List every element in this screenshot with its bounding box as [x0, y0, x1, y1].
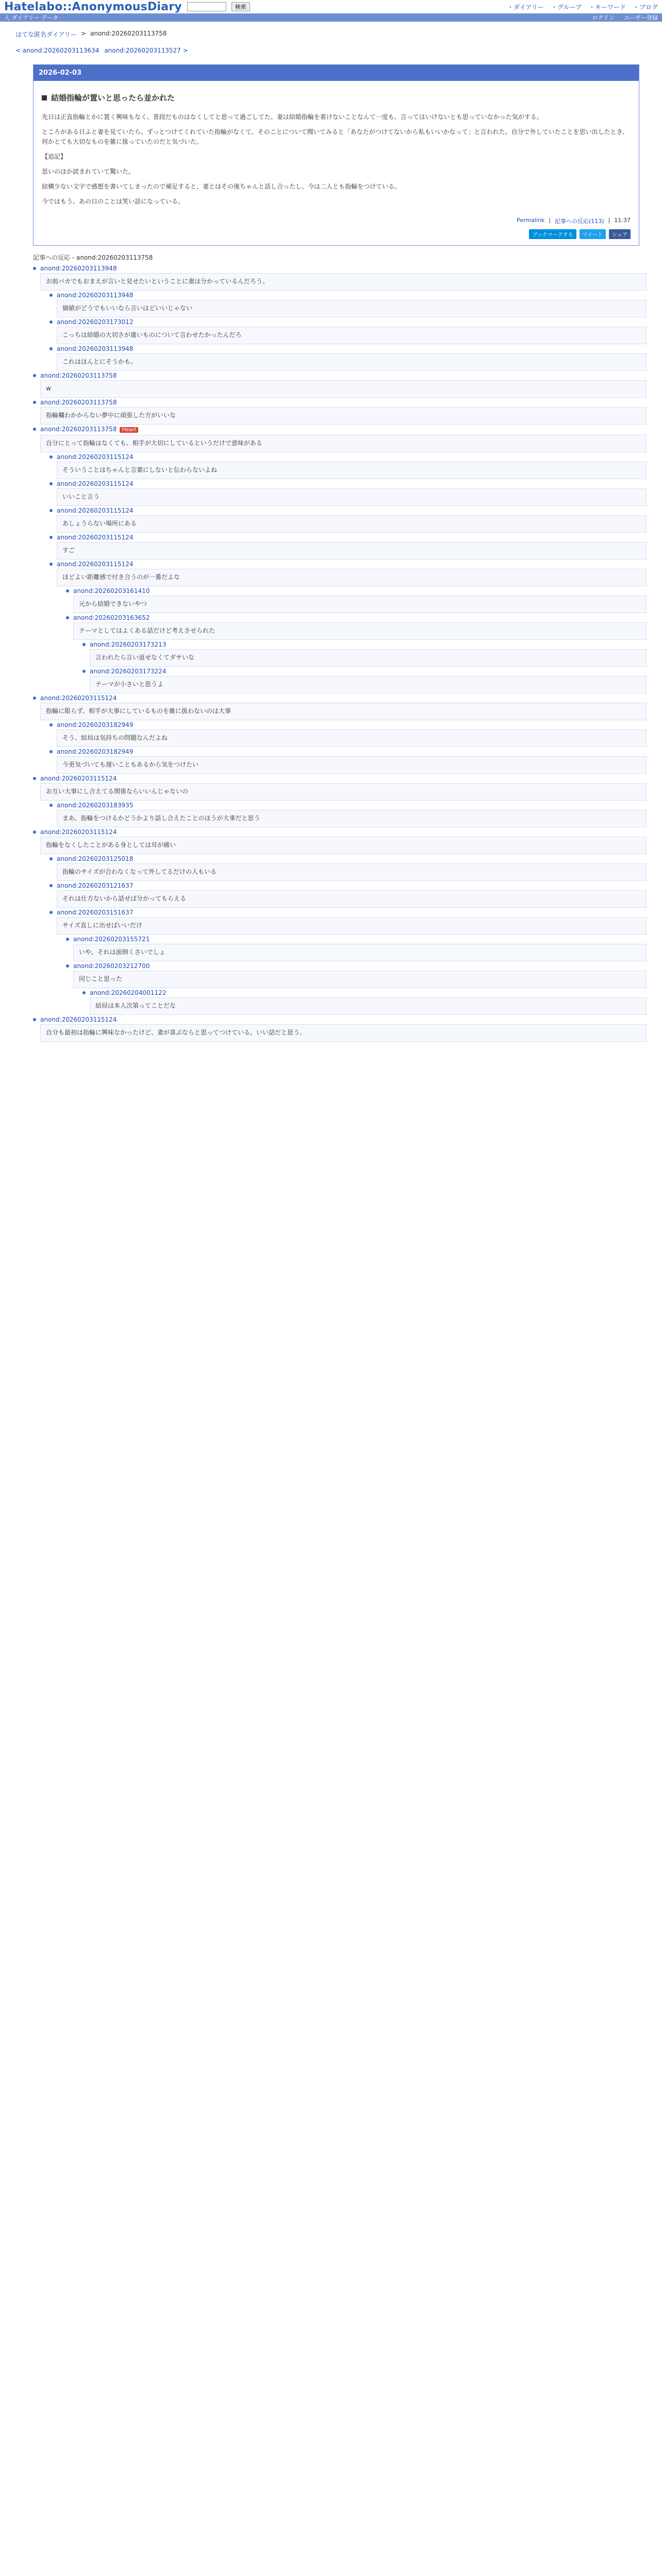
comment-body: それは仕方ないから話せば分かってもらえる: [57, 890, 647, 908]
comment-children: [49, 854, 647, 1015]
comment-id-link[interactable]: anond:20260203115124: [40, 828, 117, 836]
entry-paragraph: 【追記】: [42, 153, 67, 160]
comment-header: [33, 371, 647, 380]
comment-header: [33, 693, 647, 703]
responses-list: [33, 264, 647, 1042]
comment-id-link[interactable]: anond:20260203183935: [57, 802, 134, 809]
comment-header: [33, 774, 647, 783]
comment-id-link[interactable]: anond:20260203115124: [57, 507, 134, 514]
comment-body: テーマが小さいと思うよ: [90, 676, 647, 693]
link-blog[interactable]: ・ブログ: [633, 3, 658, 11]
comment-header: [49, 344, 647, 353]
title-square-icon: [42, 95, 47, 100]
comment-id-link[interactable]: anond:20260203115124: [40, 775, 117, 782]
entry-title-text[interactable]: 結婚指輪が置いと思ったら並かれた: [51, 93, 175, 103]
comment-body: テーマとしてはよくある話だけど考えさせられた: [73, 622, 647, 640]
entry-paragraph: 先日は正直指輪とかに置く興味もなく、普段だものはなくしてと思って過ごしてた。妻は結婚指輪を着けないことなんて一度も、言ってはいけないとも思っていなかった気がする。: [42, 113, 543, 121]
comment-header: [66, 613, 647, 622]
search-input[interactable]: [187, 2, 226, 11]
register-link[interactable]: ユーザー登録: [624, 14, 658, 21]
comment: [33, 774, 647, 827]
responses-header: 記事への反応 - anond:20260203113758: [33, 254, 153, 261]
comment-body: 言われたら言い返せなくてダサいな: [90, 649, 647, 667]
link-diary[interactable]: ・ダイアリー: [507, 3, 544, 11]
comment-header: [66, 935, 647, 944]
comment-id-link[interactable]: anond:20260203173224: [90, 668, 167, 675]
comment-id-link[interactable]: anond:20260203212700: [73, 962, 150, 970]
comment-header: [49, 533, 647, 542]
link-keyword[interactable]: ・キーワード: [588, 3, 626, 11]
comment-id-link[interactable]: anond:20260203182949: [57, 748, 134, 755]
comment-body: いいこと言う: [57, 488, 647, 506]
comment-children: [49, 291, 647, 371]
comment-body: 自分も最初は指輪に興味なかったけど、妻が喜ぶならと思ってつけている。いい話だと思う。: [40, 1024, 647, 1042]
comment-header: [66, 586, 647, 596]
comment-id-link[interactable]: anond:20260203115124: [57, 561, 134, 568]
comment: [66, 961, 647, 1015]
comment-id-link[interactable]: anond:20260203113758: [40, 426, 117, 433]
comment: [49, 881, 647, 908]
comment-id-link[interactable]: anond:20260203151637: [57, 909, 134, 916]
comment: [33, 1015, 647, 1042]
comment: [49, 452, 647, 479]
comment-body: w: [40, 380, 647, 398]
comment-header: [49, 479, 647, 488]
entry-date: 2026-02-03: [34, 65, 639, 81]
comment-id-link[interactable]: anond:20260204001122: [90, 989, 167, 996]
comment: [33, 693, 647, 774]
comment-header: [33, 264, 647, 273]
comment-body: そう、結局は気持ちの問題なんだよね: [57, 730, 647, 747]
comment: [33, 371, 647, 398]
comment: [49, 533, 647, 560]
comment-header: [49, 801, 647, 810]
comment-id-link[interactable]: anond:20260203155721: [73, 936, 150, 943]
site-logo[interactable]: Hatelabo::AnonymousDiary: [4, 0, 182, 13]
comment-id-link[interactable]: anond:20260203161410: [73, 587, 150, 595]
comment-id-link[interactable]: anond:20260203121637: [57, 882, 134, 889]
comment-body: 価値がどうでもいいなら言いはどいいじゃない: [57, 300, 647, 317]
comment-id-link[interactable]: anond:20260203115124: [57, 480, 134, 487]
comment-body: まあ、指輪をつけるかどうかより話し合えたことのほうが大事だと思う: [57, 810, 647, 827]
comment-header: [49, 720, 647, 730]
prev-entry-link[interactable]: < anond:20260203113634: [15, 47, 100, 54]
comment: [49, 747, 647, 774]
entry-time: 11:37: [614, 217, 631, 224]
comment: [33, 827, 647, 1015]
top-links: [507, 3, 658, 11]
breadcrumb: はてな匿名ダイアリー > anond:20260203113758: [15, 30, 167, 38]
comment-children: [82, 988, 647, 1015]
comment: [33, 264, 647, 371]
comment-body: 同じこと思った: [73, 971, 647, 988]
comment: [49, 506, 647, 533]
comment-header: [82, 667, 647, 676]
comment-children: [66, 586, 647, 693]
breadcrumb-current: anond:20260203113758: [90, 30, 167, 37]
comment: [82, 988, 647, 1015]
comment-header: [49, 560, 647, 569]
comment-body: 今更気づいても遅いこともあるから気をつけたい: [57, 756, 647, 774]
entry-title: [42, 92, 631, 103]
comment-body: 指輪をなくしたことがある身としては耳が痛い: [40, 837, 647, 854]
responses-link[interactable]: 記事への反応(113): [554, 218, 604, 225]
entry-paragraph: ところがある日ふと妻を見ていたら、ずっとつけてくれていた指輪がなくて、そのことについて聞いてみると「あなたがつけてないから私もいいかなって」と言われた。自分で外していたことを思い出したとき、何かとても大切なものを雑に扱っていたのだと気づいた。: [42, 128, 629, 145]
comment-body: ほどよい距離感で付き合うのが一番だよな: [57, 569, 647, 586]
comment-children: [82, 640, 647, 693]
sub-header-bar: [0, 13, 662, 22]
comment: [49, 344, 647, 371]
comment-header: [49, 317, 647, 327]
comment: [49, 560, 647, 693]
entry-paragraph: 結構少ない文字で感想を書いてしまったので補足すると、妻とはその後ちゃんと話し合ったし、今は二人とも指輪をつけている。: [42, 183, 401, 190]
comment-header: [49, 908, 647, 917]
comment-body: お前バカでもおまえが言いと見せたいということに妻は分かっているんだろう。: [40, 273, 647, 291]
comment-id-link[interactable]: anond:20260203115124: [57, 534, 134, 541]
comment-header: [49, 854, 647, 863]
comment-body: これはほんとにそうかも。: [57, 353, 647, 371]
share-buttons: [34, 227, 639, 245]
entry-paragraph: 思いのほか読まれていて驚いた。: [42, 168, 135, 175]
permalink[interactable]: Permalink: [517, 217, 545, 224]
comment: [49, 479, 647, 506]
comment-header: [49, 747, 647, 756]
top-header: [0, 0, 662, 13]
tweet-button[interactable]: ツイート: [580, 229, 606, 239]
comment: [49, 720, 647, 747]
comment: [49, 291, 647, 317]
comment-id-link[interactable]: anond:20260203113948: [57, 292, 134, 299]
subbar-menu[interactable]: 人 ダイアリー データ: [4, 14, 59, 21]
comment-body: こっちは結婚の大切さが違いものについて言わせたかったんだろ: [57, 327, 647, 344]
comment-id-link[interactable]: anond:20260203115124: [40, 1016, 117, 1023]
comment-id-link[interactable]: anond:20260203173012: [57, 318, 134, 326]
comment: [49, 801, 647, 827]
comment-id-link[interactable]: anond:20260203113948: [57, 345, 134, 352]
comment: [66, 613, 647, 693]
comment-header: [33, 425, 647, 435]
comment-body: 元から結婚できないやつ: [73, 596, 647, 613]
comment-id-link[interactable]: anond:20260203163652: [73, 614, 150, 621]
comment-id-link[interactable]: anond:20260203173213: [90, 641, 167, 648]
comment: [49, 317, 647, 344]
comment-header: [33, 1015, 647, 1024]
comment-id-link[interactable]: anond:20260203113758: [40, 399, 117, 406]
comment-body: サイズ直しに出せばいいだけ: [57, 917, 647, 935]
comment-badge: Heart: [120, 427, 138, 433]
bookmark-button[interactable]: ブックマークする: [529, 229, 576, 239]
entry-navigation: [0, 41, 662, 58]
comment-header: [49, 881, 647, 890]
login-link[interactable]: ログイン: [592, 14, 615, 21]
comment-header: [66, 961, 647, 971]
share-button[interactable]: シェア: [609, 229, 631, 239]
comment-children: [49, 801, 647, 827]
comment-body: 指輪に限らず、相手が大事にしているものを雑に扱わないのは大事: [40, 703, 647, 720]
comment-header: [82, 640, 647, 649]
comment-body: あしょうらない場所にある: [57, 515, 647, 533]
search-button[interactable]: 検索: [231, 2, 250, 11]
comment-body: お互い大事にし合えてる関係ならいいんじゃないの: [40, 783, 647, 801]
entry-meta: Permalink | 記事への反応(113) | 11:37: [517, 217, 631, 225]
comment: [66, 586, 647, 613]
link-group[interactable]: ・グループ: [551, 3, 582, 11]
comment: [82, 667, 647, 693]
breadcrumb-home[interactable]: はてな匿名ダイアリー: [15, 31, 77, 38]
comment-children: [66, 935, 647, 1015]
comment-header: [82, 988, 647, 997]
comment-body: 指輪のサイズが合わなくなって外してるだけの人もいる: [57, 863, 647, 881]
comment-body: いや、それは面倒くさいでしょ: [73, 944, 647, 961]
comment: [33, 398, 647, 425]
comment-body: 自分にとって指輪はなくても、相手が大切にしているというだけで意味がある: [40, 435, 647, 452]
comment: [66, 935, 647, 961]
next-entry-link[interactable]: anond:20260203113527 >: [104, 47, 188, 54]
comment-children: [49, 452, 647, 693]
comment-header: [49, 452, 647, 462]
comment-id-link[interactable]: anond:20260203115124: [57, 453, 134, 461]
comment-header: [49, 291, 647, 300]
comment-children: [49, 720, 647, 774]
entry-paragraph: 今ではもう、あの日のことは笑い話になっている。: [42, 198, 185, 205]
comment: [33, 425, 647, 693]
comment-id-link[interactable]: anond:20260203113758: [40, 372, 117, 379]
comment-id-link[interactable]: anond:20260203113948: [40, 265, 117, 272]
comment: [49, 854, 647, 881]
comment-body: 結局は本人次第ってことだな: [90, 997, 647, 1015]
comment-header: [33, 827, 647, 837]
comment-id-link[interactable]: anond:20260203182949: [57, 721, 134, 728]
comment-body: そういうことはちゃんと言葉にしないと伝わらないよね: [57, 462, 647, 479]
comment-id-link[interactable]: anond:20260203115124: [40, 694, 117, 702]
entry-card: [33, 64, 639, 246]
comment: [82, 640, 647, 667]
comment-body: 指輪欄わかからない夢中に頑張した方がいいな: [40, 407, 647, 425]
comment-header: [33, 398, 647, 407]
comment-id-link[interactable]: anond:20260203125018: [57, 855, 134, 862]
comment: [49, 908, 647, 1015]
comment-body: すご: [57, 542, 647, 560]
comment-header: [49, 506, 647, 515]
